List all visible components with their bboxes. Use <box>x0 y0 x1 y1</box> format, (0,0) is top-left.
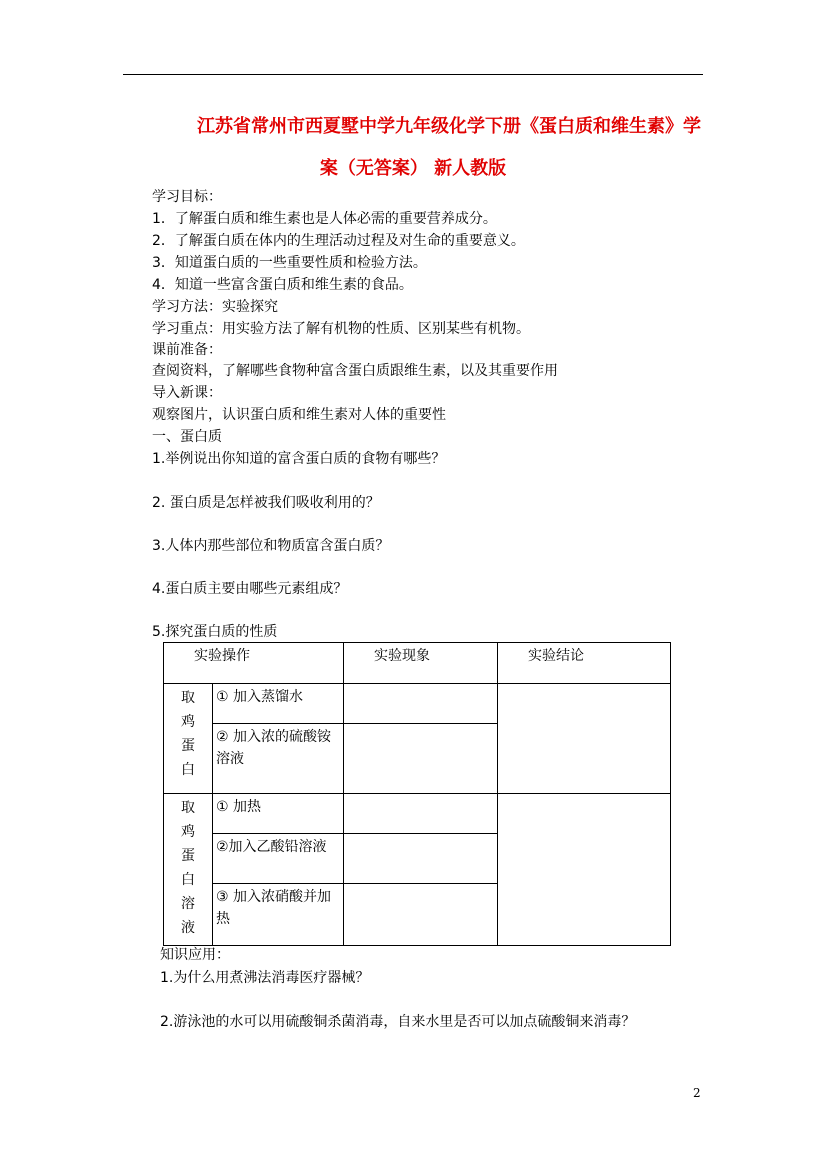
text-line: 学习方法：实验探究 <box>152 299 278 315</box>
header-phenomenon: 实验现象 <box>344 643 498 684</box>
step-cell: ③ 加入浓硝酸并加热 <box>213 884 344 946</box>
phenomenon-cell <box>344 684 498 724</box>
text-line: 观察图片，认识蛋白质和维生素对人体的重要性 <box>152 407 446 423</box>
section-heading: 知识应用： <box>160 947 230 963</box>
phenomenon-cell <box>344 724 498 794</box>
question: 1.举例说出你知道的富含蛋白质的食物有哪些？ <box>152 451 446 467</box>
question: 3.人体内那些部位和物质富含蛋白质？ <box>152 538 390 554</box>
phenomenon-cell <box>344 834 498 884</box>
group2-label: 取鸡蛋白溶液 <box>164 794 213 946</box>
question: 2.游泳池的水可以用硫酸铜杀菌消毒，自来水里是否可以加点硫酸铜来消毒？ <box>160 1014 636 1030</box>
header-operation: 实验操作 <box>164 643 344 684</box>
experiment-table <box>163 642 671 946</box>
question: 4.蛋白质主要由哪些元素组成？ <box>152 581 348 597</box>
phenomenon-cell <box>344 884 498 946</box>
text-line: 课前准备： <box>152 342 222 358</box>
text-line: 2．了解蛋白质在体内的生理活动过程及对生命的重要意义。 <box>152 233 525 249</box>
step-cell: ① 加热 <box>213 794 344 834</box>
question: 2. 蛋白质是怎样被我们吸收利用的？ <box>152 495 380 511</box>
text-line: 学习目标： <box>152 189 222 205</box>
step-cell: ② 加入浓的硫酸铵溶液 <box>213 724 344 794</box>
conclusion-cell <box>498 794 671 946</box>
question: 5.探究蛋白质的性质 <box>152 624 278 640</box>
text-line: 查阅资料，了解哪些食物种富含蛋白质跟维生素，以及其重要作用 <box>152 363 558 379</box>
text-line: 1．了解蛋白质和维生素也是人体必需的重要营养成分。 <box>152 211 497 227</box>
text-line: 学习重点：用实验方法了解有机物的性质、区别某些有机物。 <box>152 321 530 337</box>
doc-title-line2: 案（无答案） 新人教版 <box>319 158 507 179</box>
step-cell: ① 加入蒸馏水 <box>213 684 344 724</box>
header-conclusion: 实验结论 <box>498 643 671 684</box>
group1-label: 取鸡蛋白 <box>164 684 213 794</box>
question: 1.为什么用煮沸法消毒医疗器械？ <box>160 970 370 986</box>
section-heading: 一、蛋白质 <box>152 429 222 445</box>
text-line: 4．知道一些富含蛋白质和维生素的食品。 <box>152 277 413 293</box>
phenomenon-cell <box>344 794 498 834</box>
header-rule <box>123 74 703 75</box>
text-line: 3．知道蛋白质的一些重要性质和检验方法。 <box>152 255 427 271</box>
conclusion-cell <box>498 684 671 794</box>
text-line: 导入新课： <box>152 385 222 401</box>
doc-title-line1: 江苏省常州市西夏墅中学九年级化学下册《蛋白质和维生素》学 <box>197 116 701 137</box>
step-cell: ②加入乙酸铅溶液 <box>213 834 344 884</box>
page-number: 2 <box>693 1086 701 1100</box>
